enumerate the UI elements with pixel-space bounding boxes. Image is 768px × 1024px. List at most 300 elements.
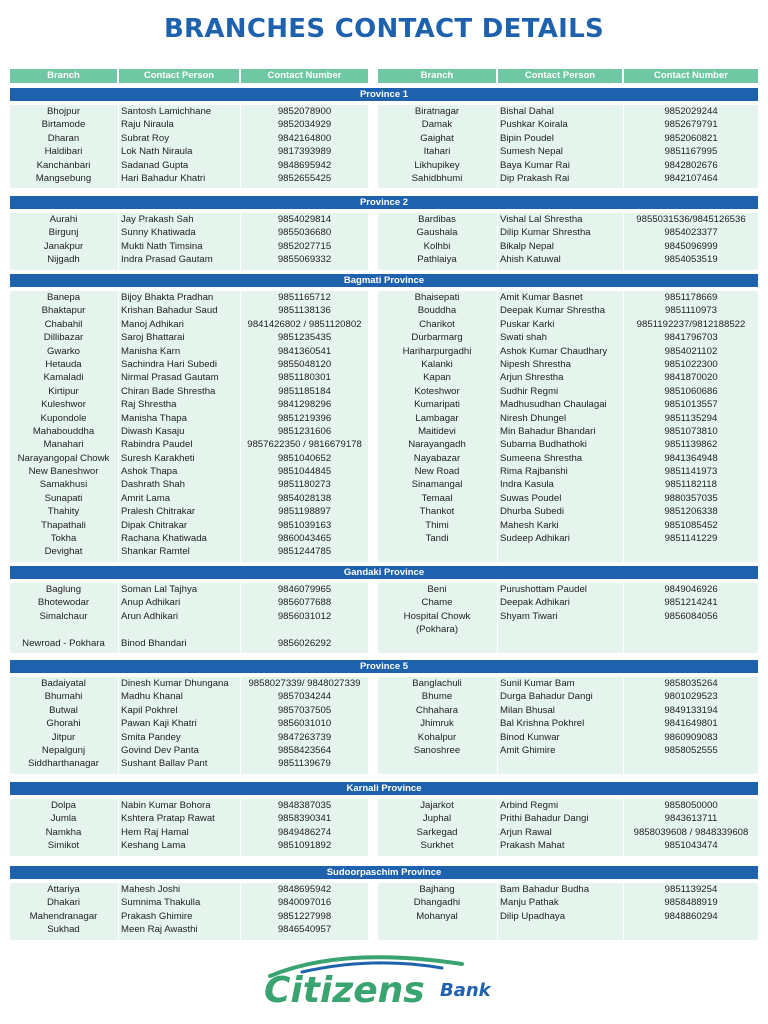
contact-person: Ashok Kumar Chaudhary bbox=[500, 345, 608, 357]
contact-number: 9854023377 bbox=[664, 227, 718, 239]
contact-person: Vishal Lal Shrestha bbox=[500, 214, 583, 225]
contact-number: 9851022300 bbox=[664, 358, 718, 370]
logo-name: Citizens bbox=[264, 970, 425, 1010]
contact-number: 9801029523 bbox=[664, 691, 718, 703]
contact-person: Diwash Kasaju bbox=[121, 425, 185, 437]
contact-number: 9855031536/9845126536 bbox=[636, 214, 746, 225]
table-row bbox=[0, 704, 768, 717]
section-banner: Sudoorpaschim Province bbox=[10, 866, 758, 879]
branch-name: Sahidbhumi bbox=[411, 172, 463, 184]
table-row bbox=[0, 505, 768, 518]
section-province-1 bbox=[0, 88, 768, 188]
contact-person: Niresh Dhungel bbox=[500, 412, 567, 424]
contact-person: Binod Bhandari bbox=[121, 637, 187, 649]
branch-name: Bhume bbox=[421, 691, 453, 703]
contact-number: 9851091892 bbox=[277, 840, 332, 852]
branch-name: Sinamangal bbox=[411, 479, 463, 491]
contact-number: 9856026292 bbox=[277, 637, 332, 649]
table-row bbox=[0, 896, 768, 909]
branch-name: Narayangopal Chowk bbox=[17, 452, 110, 464]
branch-name: Bajhang bbox=[419, 884, 455, 895]
branch-name: Surkhet bbox=[420, 840, 454, 852]
contact-number: 9851073810 bbox=[664, 425, 718, 437]
table-row bbox=[0, 240, 768, 253]
contact-person: Arbind Regmi bbox=[500, 800, 559, 811]
branch-name: Kolhbi bbox=[423, 240, 451, 252]
branch-name: Lambagar bbox=[415, 412, 459, 424]
table-row bbox=[0, 610, 768, 623]
branch-name: Bouddha bbox=[417, 305, 457, 317]
branch-name: Ghorahi bbox=[46, 718, 81, 730]
branch-name: Dhakari bbox=[46, 897, 81, 909]
branch-name: Birgunj bbox=[48, 227, 79, 239]
branch-name: Mohanyal bbox=[416, 910, 458, 922]
contact-person: Sumesh Nepal bbox=[500, 146, 563, 158]
branch-name: Jumla bbox=[50, 813, 77, 825]
contact-number: 9854053519 bbox=[664, 254, 718, 266]
contact-number: 9858390341 bbox=[277, 813, 332, 825]
contact-person: Sunny Khatiwada bbox=[121, 227, 196, 239]
branch-table-right bbox=[0, 213, 768, 267]
branch-name: Thankot bbox=[419, 506, 455, 518]
branch-table-right bbox=[0, 677, 768, 757]
contact-person: Anup Adhikari bbox=[121, 597, 181, 609]
table-row bbox=[0, 345, 768, 358]
branch-name: Kuleshwor bbox=[41, 399, 86, 411]
contact-number: 9852078900 bbox=[277, 106, 332, 117]
contact-number: 9855048120 bbox=[277, 358, 332, 370]
branch-name: Bhumahi bbox=[44, 691, 83, 703]
branch-name: Janakpur bbox=[43, 240, 84, 252]
contact-number: 9846540957 bbox=[277, 924, 332, 936]
contact-number: 9851044845 bbox=[277, 466, 332, 478]
contact-person: Arjun Rawal bbox=[500, 826, 552, 838]
table-row bbox=[0, 412, 768, 425]
contact-person: Mahesh Karki bbox=[500, 519, 559, 531]
contact-number: 9851165712 bbox=[278, 292, 331, 303]
branch-name: Chabahil bbox=[44, 318, 83, 330]
branch-name: Aurahi bbox=[49, 214, 78, 225]
branch-name: Kamaladi bbox=[43, 372, 84, 384]
contact-person: Meen Raj Awasthi bbox=[121, 924, 198, 936]
header-branch-right: Branch bbox=[378, 69, 496, 83]
branch-table-right bbox=[0, 799, 768, 853]
contact-number: 9849046926 bbox=[664, 584, 718, 595]
contact-number: 9852655425 bbox=[277, 172, 332, 184]
contact-person: Durga Bahadur Dangi bbox=[500, 691, 593, 703]
contact-person: Santosh Lamichhane bbox=[121, 106, 212, 117]
branch-name: Samakhusi bbox=[39, 479, 88, 491]
contact-number: 9846079965 bbox=[277, 584, 332, 595]
contact-number: 9851138136 bbox=[278, 305, 331, 317]
table-header bbox=[0, 69, 768, 83]
branch-name: Attariya bbox=[47, 884, 80, 895]
contact-number: 9851192237/9812188522 bbox=[636, 318, 746, 330]
contact-person: Saroj Bhattarai bbox=[121, 332, 185, 344]
contact-person: Nirmal Prasad Gautam bbox=[121, 372, 219, 384]
contact-person: Prakash Mahat bbox=[500, 840, 565, 852]
section-sudoorpaschim-province bbox=[0, 866, 768, 940]
table-row bbox=[0, 731, 768, 744]
contact-number: 9854029814 bbox=[277, 214, 332, 225]
branch-name: Kapan bbox=[423, 372, 451, 384]
branch-name: Gwarko bbox=[46, 345, 81, 357]
contact-person: Dilip Upadhaya bbox=[500, 910, 566, 922]
contact-person: Indra Kasula bbox=[500, 479, 554, 491]
branch-name: Sanoshree bbox=[413, 744, 461, 756]
contact-person: Dinesh Kumar Dhungana bbox=[121, 678, 229, 689]
branch-name: Birtamode bbox=[41, 119, 86, 131]
branch-name: Bhojpur bbox=[46, 106, 81, 117]
contact-number: 9851231606 bbox=[277, 425, 332, 437]
branch-name: Beni bbox=[427, 584, 447, 595]
contact-person: Purushottam Paudel bbox=[500, 584, 587, 595]
table-row bbox=[0, 465, 768, 478]
contact-number: 9852034929 bbox=[277, 119, 332, 131]
header-contact-person-right: Contact Person bbox=[498, 69, 622, 83]
table-row bbox=[0, 757, 768, 770]
contact-person: Hem Raj Hamal bbox=[121, 826, 189, 838]
branch-name: Gaighat bbox=[420, 132, 454, 144]
branch-table-right bbox=[0, 291, 768, 545]
contact-number: 9856031010 bbox=[277, 718, 332, 730]
branch-name: Dharan bbox=[47, 132, 80, 144]
contact-number: 9856084056 bbox=[664, 610, 718, 622]
branch-name: Nepalgunj bbox=[41, 744, 86, 756]
header-contact-number: Contact Number bbox=[241, 69, 368, 83]
branch-name: Kalanki bbox=[421, 358, 453, 370]
table-row bbox=[0, 159, 768, 172]
contact-person: Dilip Kumar Shrestha bbox=[500, 227, 591, 239]
contact-number: 9851219396 bbox=[277, 412, 332, 424]
branch-name: Jitpur bbox=[51, 731, 76, 743]
contact-number: 9849486274 bbox=[277, 826, 332, 838]
contact-number: 9847263739 bbox=[277, 731, 332, 743]
branch-name: Mangsebung bbox=[35, 172, 92, 184]
contact-person: Keshang Lama bbox=[121, 840, 186, 852]
contact-number: 9854021102 bbox=[664, 345, 718, 357]
contact-person: Sachindra Hari Subedi bbox=[121, 358, 217, 370]
contact-person: Amit Ghimire bbox=[500, 744, 556, 756]
contact-number: 9851167995 bbox=[664, 146, 718, 158]
contact-person: Raj Shrestha bbox=[121, 399, 177, 411]
contact-number: 9851227998 bbox=[277, 910, 332, 922]
branch-table-right bbox=[0, 105, 768, 185]
contact-person: Sunil Kumar Bam bbox=[500, 678, 575, 689]
contact-number: 9851182118 bbox=[665, 479, 717, 491]
contact-number: 9851139679 bbox=[278, 758, 331, 770]
branch-name: (Pokhara) bbox=[415, 624, 459, 636]
table-row bbox=[0, 826, 768, 839]
table-row bbox=[0, 744, 768, 757]
contact-number: 9851185184 bbox=[278, 385, 331, 397]
contact-number: 9851085452 bbox=[664, 519, 718, 531]
table-row bbox=[0, 690, 768, 703]
contact-number: 9840097016 bbox=[277, 897, 332, 909]
contact-person: Amit Kumar Basnet bbox=[500, 292, 583, 303]
branch-name: Bhotewodar bbox=[37, 597, 90, 609]
contact-number: 9851135294 bbox=[664, 412, 718, 424]
contact-number: 9851139254 bbox=[664, 884, 718, 895]
table-row bbox=[0, 132, 768, 145]
contact-number: 9851180301 bbox=[278, 372, 331, 384]
table-row bbox=[0, 452, 768, 465]
contact-person: Swati shah bbox=[500, 332, 547, 344]
contact-number: 9856077688 bbox=[277, 597, 332, 609]
contact-person: Nabin Kumar Bohora bbox=[121, 800, 211, 811]
contact-person: Raju Niraula bbox=[121, 119, 174, 131]
contact-person: Bipin Poudel bbox=[500, 132, 554, 144]
branch-name: Manahari bbox=[43, 439, 84, 451]
branch-name: Juphal bbox=[422, 813, 452, 825]
branch-name: Kumaripati bbox=[414, 399, 460, 411]
contact-person: Subrat Roy bbox=[121, 132, 169, 144]
contact-person: Sadanad Gupta bbox=[121, 159, 189, 171]
branch-name: Namkha bbox=[45, 826, 82, 838]
contact-person: Mahesh Joshi bbox=[121, 884, 181, 895]
contact-person: Sudhir Regmi bbox=[500, 385, 559, 397]
table-row bbox=[0, 105, 768, 118]
contact-number: 9858039608 / 9848339608 bbox=[633, 826, 749, 838]
table-row bbox=[0, 438, 768, 451]
contact-person: Shyam Tiwari bbox=[500, 610, 558, 622]
table-row bbox=[0, 545, 768, 558]
branch-name: Thimi bbox=[425, 519, 449, 531]
table-row bbox=[0, 358, 768, 371]
contact-person: Deepak Adhikari bbox=[500, 597, 570, 609]
table-row bbox=[0, 226, 768, 239]
section-banner: Bagmati Province bbox=[10, 274, 758, 287]
table-row bbox=[0, 519, 768, 532]
section-banner: Province 1 bbox=[10, 88, 758, 101]
branch-name: Dolpa bbox=[50, 800, 77, 811]
contact-person: Madhusudhan Chaulagai bbox=[500, 399, 607, 411]
contact-number: 9842164800 bbox=[277, 132, 332, 144]
page-title: BRANCHES CONTACT DETAILS bbox=[163, 14, 605, 44]
table-row bbox=[0, 398, 768, 411]
branch-name: Simalchaur bbox=[39, 610, 88, 622]
contact-number: 9852027715 bbox=[277, 240, 332, 252]
branch-name: Kupondole bbox=[40, 412, 87, 424]
contact-number: 9851235435 bbox=[277, 332, 332, 344]
contact-person: Suwas Poudel bbox=[500, 492, 562, 504]
branch-name: Badaiyatal bbox=[41, 678, 86, 689]
contact-number: 9855036680 bbox=[277, 227, 332, 239]
table-row bbox=[0, 637, 768, 650]
table-row bbox=[0, 839, 768, 852]
table-row bbox=[0, 371, 768, 384]
contact-person: Sumnima Thakulla bbox=[121, 897, 201, 909]
contact-number: 9857034244 bbox=[277, 691, 332, 703]
contact-person: Milan Bhusal bbox=[500, 704, 555, 716]
contact-person: Madhu Khanal bbox=[121, 691, 183, 703]
branch-name: Maitidevi bbox=[418, 425, 456, 437]
section-karnali-province bbox=[0, 782, 768, 856]
contact-person: Bikalp Nepal bbox=[500, 240, 554, 252]
table-row bbox=[0, 172, 768, 185]
contact-person: Bijoy Bhakta Pradhan bbox=[121, 292, 214, 303]
table-row bbox=[0, 532, 768, 545]
contact-number: 9851206338 bbox=[664, 506, 718, 518]
contact-number: 9842107464 bbox=[664, 172, 718, 184]
contact-number: 9858488919 bbox=[664, 897, 718, 909]
branch-name: Hetauda bbox=[45, 358, 82, 370]
table-row bbox=[0, 623, 768, 636]
branch-table-right bbox=[0, 583, 768, 637]
table-row bbox=[0, 677, 768, 690]
branch-name: Kirtipur bbox=[48, 385, 79, 397]
contact-number: 9845096999 bbox=[664, 240, 718, 252]
branch-name: Banglachuli bbox=[412, 678, 462, 689]
branch-name: Banepa bbox=[46, 292, 81, 303]
branch-name: Itahari bbox=[423, 146, 451, 158]
branch-name: Bardibas bbox=[418, 214, 456, 225]
branch-name: Koteshwor bbox=[414, 385, 460, 397]
contact-number: 9841426802 / 9851120802 bbox=[247, 318, 362, 330]
contact-number: 9854028138 bbox=[277, 492, 332, 504]
table-row bbox=[0, 304, 768, 317]
contact-number: 9851139862 bbox=[664, 439, 718, 451]
contact-number: 9851244785 bbox=[277, 546, 332, 558]
section-province-2 bbox=[0, 196, 768, 270]
contact-number: 9858027339/ 9848027339 bbox=[248, 678, 361, 689]
contact-person: Chiran Bade Shrestha bbox=[121, 385, 216, 397]
header-branch: Branch bbox=[10, 69, 117, 83]
table-row bbox=[0, 812, 768, 825]
contact-number: 9858052555 bbox=[664, 744, 718, 756]
contact-number: 9880357035 bbox=[664, 492, 718, 504]
contact-person: Indra Prasad Gautam bbox=[121, 254, 213, 266]
branch-name: Sunapati bbox=[44, 492, 83, 504]
branch-name: Bhaisepati bbox=[414, 292, 460, 303]
contact-person: Manju Pathak bbox=[500, 897, 559, 909]
branch-name: Mahabouddha bbox=[32, 425, 95, 437]
branch-name: Bhaktapur bbox=[41, 305, 86, 317]
branch-name: Thapathali bbox=[41, 519, 86, 531]
table-row bbox=[0, 145, 768, 158]
branch-name: Pathlaiya bbox=[417, 254, 457, 266]
contact-number: 9817393989 bbox=[277, 146, 332, 158]
branch-name: Chhahara bbox=[415, 704, 459, 716]
contact-number: 9857037505 bbox=[277, 704, 332, 716]
contact-person: Rachana Khatiwada bbox=[121, 533, 207, 545]
branch-name: Haldibari bbox=[44, 146, 83, 158]
contact-person: Kshtera Pratap Rawat bbox=[121, 813, 215, 825]
contact-number: 9848695942 bbox=[277, 884, 332, 895]
contact-person: Nipesh Shrestha bbox=[500, 358, 571, 370]
branch-name: New Baneshwor bbox=[28, 466, 99, 478]
section-banner: Province 5 bbox=[10, 660, 758, 673]
contact-person: Pushkar Koirala bbox=[500, 119, 568, 131]
contact-person: Sumeena Shrestha bbox=[500, 452, 583, 464]
branch-name: Hariharpurgadhi bbox=[402, 345, 472, 357]
table-row bbox=[0, 425, 768, 438]
contact-person: Puskar Karki bbox=[500, 318, 555, 330]
contact-person: Govind Dev Panta bbox=[121, 744, 199, 756]
contact-person: Ashok Thapa bbox=[121, 466, 178, 478]
branch-name: Kohalpur bbox=[417, 731, 457, 743]
contact-number: 9851178669 bbox=[664, 292, 718, 303]
contact-number: 9858050000 bbox=[664, 800, 718, 811]
contact-person: Dipak Chitrakar bbox=[121, 519, 188, 531]
section-bagmati-province bbox=[0, 274, 768, 562]
section-province-5 bbox=[0, 660, 768, 774]
table-row bbox=[0, 799, 768, 812]
table-row bbox=[0, 596, 768, 609]
contact-person: Arjun Shrestha bbox=[500, 372, 564, 384]
contact-person: Manoj Adhikari bbox=[121, 318, 184, 330]
branch-name: Chame bbox=[421, 597, 453, 609]
contact-person: Pralesh Chitrakar bbox=[121, 506, 196, 518]
contact-person: Min Bahadur Bhandari bbox=[500, 425, 596, 437]
contact-number: 9851141973 bbox=[664, 466, 718, 478]
branch-name: Dhangadhi bbox=[413, 897, 461, 909]
branch-name: Thahity bbox=[47, 506, 80, 518]
header-contact-person: Contact Person bbox=[119, 69, 239, 83]
contact-person: Smita Pandey bbox=[121, 731, 181, 743]
contact-number: 9848860294 bbox=[664, 910, 718, 922]
section-banner: Gandaki Province bbox=[10, 566, 758, 579]
table-row bbox=[0, 583, 768, 596]
branch-name: Narayangadh bbox=[408, 439, 466, 451]
contact-person: Rabindra Paudel bbox=[121, 439, 193, 451]
contact-number: 9851198897 bbox=[278, 506, 331, 518]
branch-name: Kanchanbari bbox=[36, 159, 91, 171]
contact-person: Deepak Kumar Shrestha bbox=[500, 305, 606, 317]
contact-person: Amrit Lama bbox=[121, 492, 171, 504]
branch-name: Tokha bbox=[50, 533, 77, 545]
contact-number: 9860043465 bbox=[277, 533, 332, 545]
contact-number: 9851060686 bbox=[664, 385, 718, 397]
contact-person: Sudeep Adhikari bbox=[500, 533, 570, 545]
branch-name: Gaushala bbox=[416, 227, 458, 239]
branch-name: Butwal bbox=[49, 704, 78, 716]
contact-number: 9852029244 bbox=[664, 106, 718, 117]
contact-number: 9860909083 bbox=[664, 731, 718, 743]
contact-number: 9851110973 bbox=[665, 305, 717, 317]
contact-person: Dashrath Shah bbox=[121, 479, 185, 491]
table-row bbox=[0, 385, 768, 398]
contact-number: 9841649801 bbox=[664, 718, 718, 730]
section-banner: Karnali Province bbox=[10, 782, 758, 795]
contact-person: Manisha Karn bbox=[121, 345, 181, 357]
contact-number: 9848695942 bbox=[277, 159, 332, 171]
contact-number: 9856031012 bbox=[277, 610, 332, 622]
contact-person: Lok Nath Niraula bbox=[121, 146, 193, 158]
contact-number: 9848387035 bbox=[277, 800, 332, 811]
contact-person: Arun Adhikari bbox=[121, 610, 179, 622]
branch-name: Nijgadh bbox=[47, 254, 80, 266]
contact-person: Jay Prakash Sah bbox=[121, 214, 194, 225]
contact-person: Dhurba Subedi bbox=[500, 506, 565, 518]
contact-number: 9843613711 bbox=[664, 813, 718, 825]
contact-number: 9851141229 bbox=[664, 533, 718, 545]
branch-name: Dillibazar bbox=[43, 332, 84, 344]
branch-name: Jajarkot bbox=[420, 800, 454, 811]
branch-name: Temaal bbox=[421, 492, 453, 504]
contact-number: 9841298296 bbox=[277, 399, 332, 411]
table-row bbox=[0, 253, 768, 266]
contact-number: 9852060821 bbox=[664, 132, 718, 144]
contact-number: 9858423564 bbox=[277, 744, 332, 756]
branch-name: Jhimruk bbox=[420, 718, 454, 730]
contact-person: Bam Bahadur Budha bbox=[500, 884, 590, 895]
contact-person: Krishan Bahadur Saud bbox=[121, 305, 218, 317]
branch-name: Damak bbox=[421, 119, 453, 131]
branch-name: Sukhad bbox=[47, 924, 80, 936]
table-row bbox=[0, 883, 768, 896]
contact-person: Sushant Ballav Pant bbox=[121, 758, 208, 770]
